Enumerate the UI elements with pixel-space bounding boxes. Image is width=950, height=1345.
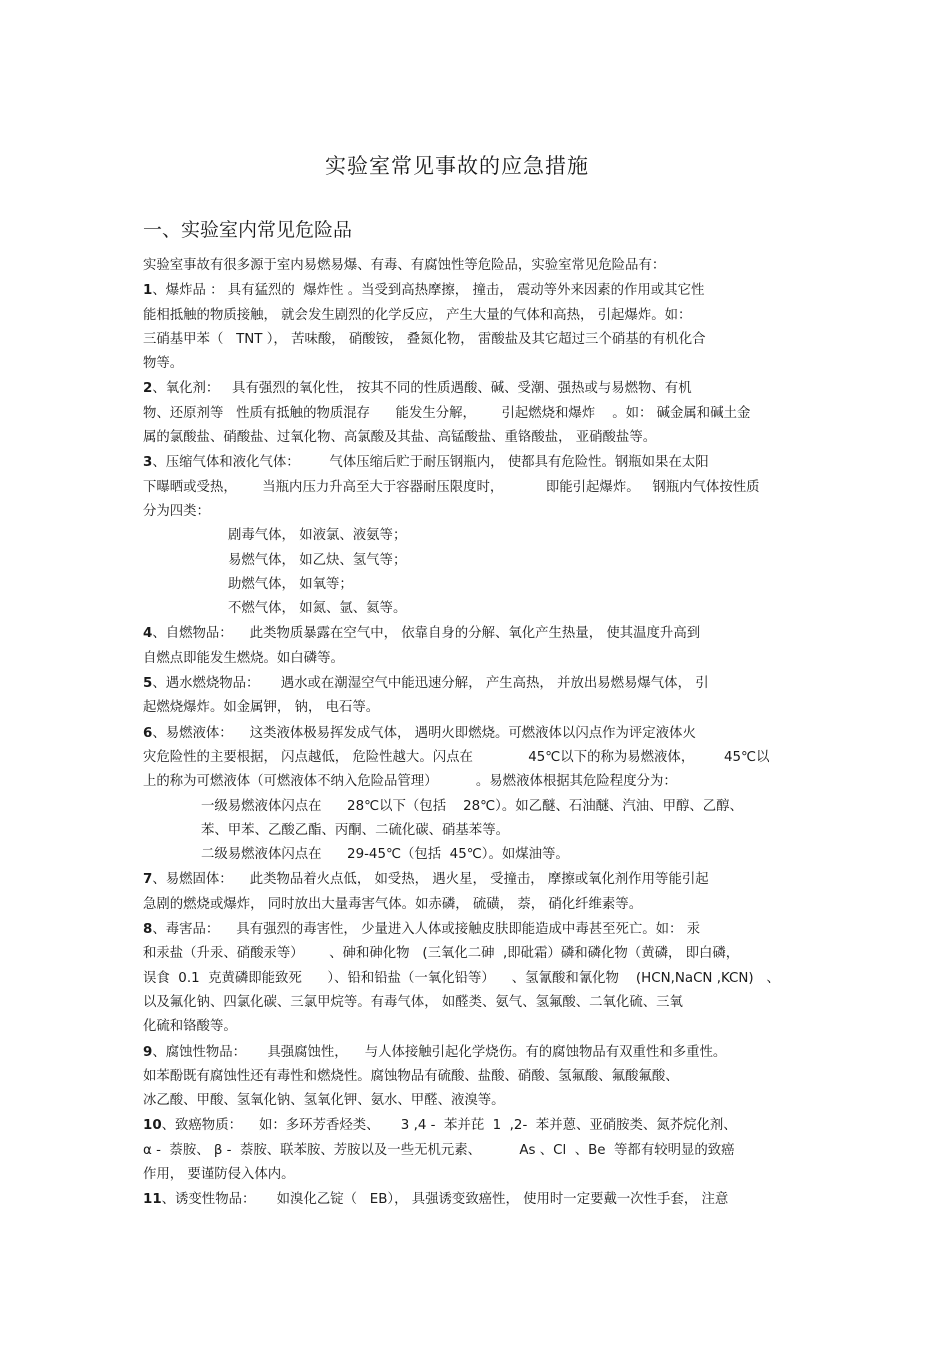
sub-list-item: 二级易燃液体闪点在 29-45℃（包括 45℃）。如煤油等。 (201, 847, 569, 863)
sub-list-item: 苯、甲苯、乙酸乙酯、丙酮、二硫化碳、硝基苯等。 (201, 822, 509, 838)
item-line (143, 451, 823, 475)
hazard-item-oxidizers (143, 377, 823, 450)
item-text: 、易燃固体： 此类物品着火点低， 如受热， 遇火星， 受撞击， 摩擦或氧化剂作用等能引起 (152, 872, 709, 888)
hazard-item-corrosives (143, 1041, 823, 1114)
item-number: 8 (143, 922, 153, 938)
item-number: 11 (143, 1192, 162, 1208)
item-line: 以及氟化钠、四氯化碳、三氯甲烷等。有毒气体， 如醛类、氨气、氢氟酸、二氧化硫、三氧 (143, 994, 683, 1010)
sub-list-item: 剧毒气体， 如液氯、液氨等； (228, 528, 407, 544)
hazard-item-spontaneous-combustibles (143, 622, 823, 671)
item-line (143, 377, 823, 401)
sub-list-item: 一级易燃液体闪点在 28℃以下（包括 28℃）。如乙醚、石油醚、汽油、甲醇、乙醇、 (201, 798, 743, 814)
item-line (143, 622, 823, 646)
item-line: 和汞盐（升汞、硝酸汞等） 、砷和砷化物 (三氧化二砷 ,即砒霜）磷和磷化物（黄磷， 即白磷， (143, 946, 740, 962)
item-line (143, 672, 823, 696)
item-line: α - 萘胺、 β - 萘胺、联苯胺、芳胺以及一些无机元素、 As 、Cl 、Be 等都有较明显的致癌 (143, 1142, 735, 1158)
item-line (143, 279, 823, 303)
item-number: 1 (143, 283, 153, 299)
item-number: 10 (143, 1118, 162, 1134)
item-line: 起燃烧爆炸。如金属钾， 钠， 电石等。 (143, 700, 380, 716)
hazard-item-compressed-gases (143, 451, 823, 621)
item-text: 、致癌物质： 如：多环芳香烃类、 3 ,4 - 苯并芘 1 ,2- 苯并蒽、亚硝胺类、氮芥烷化剂、 (161, 1118, 737, 1134)
sub-list-item: 不燃气体， 如氮、氩、氦等。 (228, 601, 407, 617)
document-title: 实验室常见事故的应急措施 (325, 154, 589, 178)
item-text: 、遇水燃烧物品： 遇水或在潮湿空气中能迅速分解， 产生高热， 并放出易燃易爆气体， 引 (152, 676, 709, 692)
item-line (143, 1114, 823, 1138)
item-number: 9 (143, 1044, 153, 1060)
item-number: 6 (143, 725, 153, 741)
item-line: 物、还原剂等 性质有抵触的物质混存 能发生分解， 引起燃烧和爆炸 。如： 碱金属和碱土金 (143, 405, 751, 421)
hazard-item-toxic-substances (143, 918, 823, 1039)
document-body (143, 254, 823, 1213)
item-line: 能相抵触的物质接触， 就会发生剧烈的化学反应， 产生大量的气体和高热， 引起爆炸。如： (143, 307, 692, 323)
hazard-item-carcinogens (143, 1114, 823, 1187)
item-line: 自燃点即能发生燃烧。如白磷等。 (143, 650, 344, 666)
hazard-item-explosives (143, 279, 823, 376)
sub-list-item: 易燃气体， 如乙炔、氢气等； (228, 552, 407, 568)
item-line: 物等。 (143, 356, 184, 372)
item-line (143, 1188, 823, 1212)
item-text: 、压缩气体和液化气体： 气体压缩后贮于耐压钢瓶内， 使都具有危险性。钢瓶如果在太阳 (152, 455, 709, 471)
item-line: 如苯酚既有腐蚀性还有毒性和燃烧性。腐蚀物品有硫酸、盐酸、硝酸、氢氟酸、氟酸氟酸、 (143, 1068, 679, 1084)
item-text: 、爆炸品 ： 具有猛烈的 爆炸性 。当受到高热摩擦， 撞击， 震动等外来因素的作用或其它性 (152, 283, 705, 299)
item-line: 上的称为可燃液体（可燃液体不纳入危险品管理） 。易燃液体根据其危险程度分为： (143, 774, 677, 790)
item-line: 下曝晒或受热， 当瓶内压力升高至大于容器耐压限度时， 即能引起爆炸。 钢瓶内气体按性质 (143, 479, 760, 495)
intro-paragraph: 实验室事故有很多源于室内易燃易爆、有毒、有腐蚀性等危险品，实验室常见危险品有： (143, 258, 666, 273)
item-number: 2 (143, 381, 153, 397)
item-number: 4 (143, 626, 153, 642)
item-line: 化硫和铬酸等。 (143, 1019, 237, 1035)
hazard-item-flammable-solids (143, 868, 823, 917)
item-line: 作用， 要谨防侵入体内。 (143, 1166, 295, 1182)
item-number: 5 (143, 676, 153, 692)
item-number: 7 (143, 872, 153, 888)
hazard-item-mutagens (143, 1188, 823, 1212)
item-text: 、氧化剂： 具有强烈的氧化性， 按其不同的性质遇酸、碱、受潮、强热或与易燃物、有机 (152, 381, 692, 397)
item-text: 、腐蚀性物品： 具强腐蚀性， 与人体接触引起化学烧伤。有的腐蚀物品有双重性和多重性。 (152, 1044, 727, 1060)
item-line: 灾危险性的主要根据， 闪点越低， 危险性越大。闪点在 45℃以下的称为易燃液体， 45℃以 (143, 749, 770, 765)
item-text: 、易燃液体： 这类液体极易挥发成气体， 遇明火即燃烧。可燃液体以闪点作为评定液体火 (152, 725, 696, 741)
item-text: 、毒害品： 具有强烈的毒害性， 少量进入人体或接触皮肤即能造成中毒甚至死亡。如： 汞 (152, 922, 701, 938)
item-line: 属的氯酸盐、硝酸盐、过氧化物、高氯酸及其盐、高锰酸盐、重铬酸盐， 亚硝酸盐等。 (143, 430, 657, 446)
item-line: 冰乙酸、甲酸、氢氧化钠、氢氧化钾、氨水、甲醛、液溴等。 (143, 1093, 505, 1109)
item-line (143, 918, 823, 942)
item-line (143, 722, 823, 746)
item-line (143, 868, 823, 892)
item-line: 三硝基甲苯（ TNT ）， 苦味酸， 硝酸铵， 叠氮化物， 雷酸盐及其它超过三个硝基的有机化合 (143, 331, 706, 347)
item-text: 、自燃物品： 此类物质暴露在空气中， 依靠自身的分解、氧化产生热量， 使其温度升高到 (152, 626, 701, 642)
item-line (143, 1041, 823, 1065)
item-number: 3 (143, 455, 153, 471)
sub-list-item: 助燃气体， 如氧等； (228, 576, 353, 592)
hazard-item-flammable-liquids (143, 722, 823, 868)
item-text: 、诱变性物品： 如溴化乙锭（ EB）， 具强诱变致癌性， 使用时一定要戴一次性手套， 注意 (161, 1192, 729, 1208)
item-line: 误食 0.1 克黄磷即能致死 ）、铅和铅盐（一氧化铅等） 、氢氰酸和氰化物 (HCN,NaCN ,KCN) 、 (143, 970, 780, 986)
section-heading: 一、实验室内常见危险品 (143, 219, 353, 241)
item-line: 急剧的燃烧或爆炸， 同时放出大量毒害气体。如赤磷， 硫磺， 萘， 硝化纤维素等。 (143, 896, 643, 912)
item-line: 分为四类： (143, 503, 210, 519)
hazard-item-water-reactive (143, 672, 823, 721)
